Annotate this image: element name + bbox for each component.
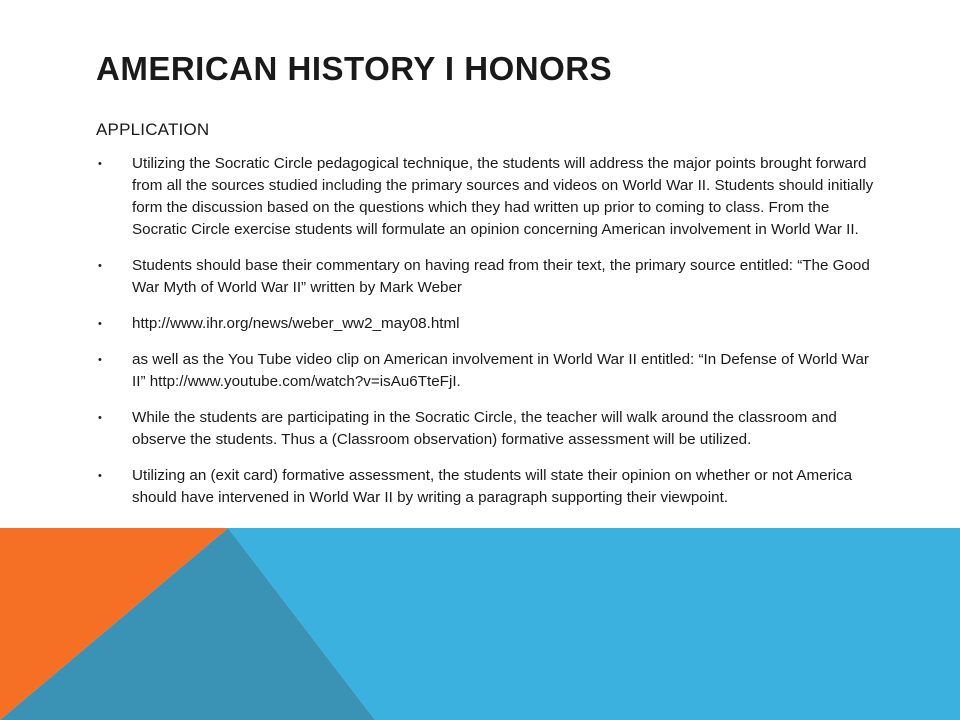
bullet-list <box>96 153 876 509</box>
bullet-marker: • <box>98 354 102 366</box>
bullet-item <box>96 349 876 393</box>
bullet-text: Utilizing an (exit card) formative assessment, the students will state their opinion on whether or not America should have intervened in World War II by writing a paragraph supporting their viewpoint. <box>132 467 853 506</box>
bullet-text: While the students are participating in the Socratic Circle, the teacher will walk around the classroom and observe the students. Thus a (Classroom observation) formative assessment will be utilized. <box>132 409 837 448</box>
bullet-item <box>96 465 876 509</box>
bullet-text: Utilizing the Socratic Circle pedagogical technique, the students will address the major points brought forward from all the sources studied including the primary sources and videos on World War II. Students should initially form the discussion based on the questions which they had written up prior to coming to class. From the Socratic Circle exercise students will formulate an opinion concerning American involvement in World War II. <box>132 155 874 238</box>
section-heading: APPLICATION <box>96 120 210 139</box>
bullet-text: Students should base their commentary on having read from their text, the primary source entitled: “The Good War Myth of World War II” written by Mark Weber <box>132 257 870 296</box>
bullet-marker: • <box>98 470 102 482</box>
slide-title: AMERICAN HISTORY I HONORS <box>96 50 613 87</box>
bullet-text-url: http://www.ihr.org/news/weber_ww2_may08.html <box>132 315 460 332</box>
bullet-marker: • <box>98 412 102 424</box>
bullet-item <box>96 313 876 335</box>
bullet-text: as well as the You Tube video clip on American involvement in World War II entitled: “In Defense of World War II” http://www.youtube.com/watch?v=isAu6TteFjI. <box>132 351 869 390</box>
bullet-marker: • <box>98 158 102 170</box>
bullet-marker: • <box>98 260 102 272</box>
bullet-marker: • <box>98 318 102 330</box>
bullet-item <box>96 407 876 451</box>
bullet-item <box>96 255 876 299</box>
slide-content <box>96 120 876 523</box>
bullet-item <box>96 153 876 241</box>
